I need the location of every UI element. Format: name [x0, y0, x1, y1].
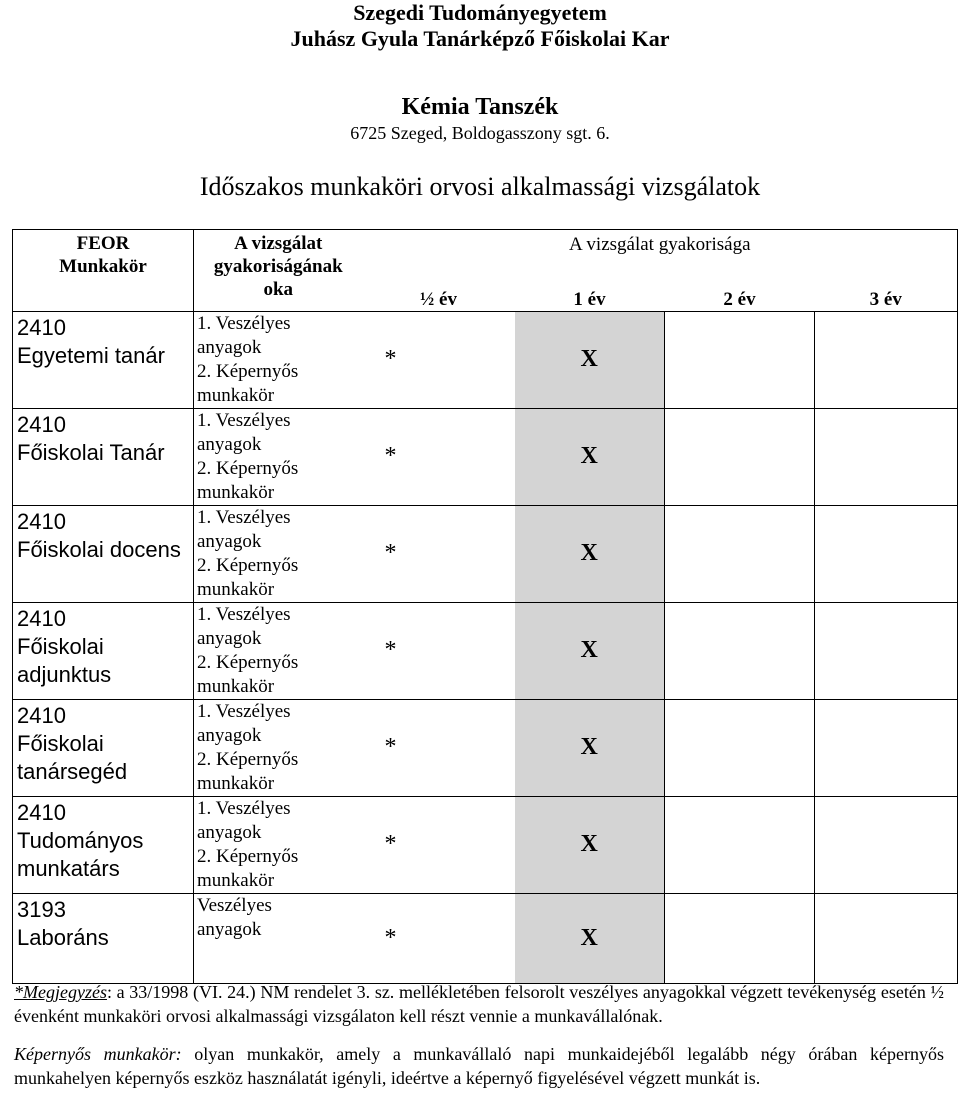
note-kepernyos-label: Képernyős munkakör: — [14, 1044, 182, 1064]
three-year-cell — [815, 602, 958, 699]
reason-line: 1. Veszélyes — [197, 506, 291, 528]
reason-line: 2. Képernyős — [197, 748, 299, 770]
notes — [14, 980, 944, 1104]
table-row — [13, 893, 958, 983]
asterisk-mark: * — [384, 346, 397, 372]
three-year-cell — [815, 699, 958, 796]
x-mark: X — [580, 443, 598, 469]
exam-frequency-table — [12, 229, 958, 984]
one-year-cell — [515, 602, 665, 699]
half-year-cell — [363, 699, 515, 796]
two-year-cell — [665, 893, 815, 983]
one-year-cell — [515, 699, 665, 796]
table-row — [13, 408, 958, 505]
job-title-line: munkatárs — [17, 855, 120, 881]
reason-cell — [194, 505, 363, 602]
header-reason-line3: oka — [263, 279, 294, 300]
job-cell — [13, 699, 194, 796]
feor-code: 2410 — [17, 411, 66, 437]
two-year-cell — [665, 505, 815, 602]
reason-line: 1. Veszélyes — [197, 312, 291, 334]
two-year-cell — [665, 699, 815, 796]
table-row — [13, 796, 958, 893]
three-year-cell — [815, 408, 958, 505]
reason-line: munkakör — [197, 481, 275, 503]
feor-code: 3193 — [17, 896, 66, 922]
job-title-line: Laboráns — [17, 924, 109, 950]
header-munkakor: Munkakör — [59, 256, 147, 277]
half-year-cell — [363, 505, 515, 602]
reason-line: anyagok — [197, 336, 262, 358]
reason-cell — [194, 699, 363, 796]
feor-code: 2410 — [17, 605, 66, 631]
x-mark: X — [580, 734, 598, 760]
asterisk-mark: * — [384, 734, 397, 760]
header-period-2: 2 év — [665, 288, 815, 312]
header-period-1: 1 év — [515, 288, 665, 312]
reason-line: munkakör — [197, 869, 275, 891]
reason-line: 1. Veszélyes — [197, 603, 291, 625]
reason-line: 1. Veszélyes — [197, 700, 291, 722]
header-frequency: A vizsgálat gyakorisága — [363, 230, 958, 288]
feor-code: 2410 — [17, 799, 66, 825]
reason-line: munkakör — [197, 675, 275, 697]
reason-line: 1. Veszélyes — [197, 409, 291, 431]
job-cell — [13, 311, 194, 408]
job-title-line: Főiskolai — [17, 633, 104, 659]
note-megjegyzes-text: : a 33/1998 (VI. 24.) NM rendelet 3. sz. mellékletében felsorolt veszélyes anyagokkal végzett tevékenység esetén ½ évenként munkaköri orvosi alkalmassági vizsgálaton kell részt vennie a munkavállalónak. — [14, 982, 944, 1026]
reason-cell — [194, 602, 363, 699]
asterisk-mark: * — [384, 637, 397, 663]
three-year-cell — [815, 505, 958, 602]
note-kepernyos — [14, 1042, 944, 1090]
two-year-cell — [665, 311, 815, 408]
department-block — [0, 92, 960, 144]
reason-line: munkakör — [197, 384, 275, 406]
one-year-cell — [515, 408, 665, 505]
half-year-cell — [363, 408, 515, 505]
reason-line: anyagok — [197, 627, 262, 649]
reason-line: Veszélyes — [197, 894, 272, 916]
note-megjegyzes-label: *Megjegyzés — [14, 982, 107, 1002]
job-cell — [13, 796, 194, 893]
asterisk-mark: * — [384, 831, 397, 857]
reason-cell — [194, 408, 363, 505]
reason-line: anyagok — [197, 724, 262, 746]
one-year-cell — [515, 893, 665, 983]
x-mark: X — [580, 924, 598, 951]
header-period-3: 3 év — [815, 288, 958, 312]
feor-code: 2410 — [17, 702, 66, 728]
asterisk-mark: * — [384, 443, 397, 469]
reason-line: anyagok — [197, 530, 262, 552]
reason-line: 2. Képernyős — [197, 360, 299, 382]
table-row — [13, 505, 958, 602]
university-header — [0, 0, 960, 52]
x-mark: X — [580, 540, 598, 566]
job-title-line: Egyetemi tanár — [17, 342, 165, 368]
header-reason-line1: A vizsgálat — [234, 233, 323, 254]
reason-cell — [194, 796, 363, 893]
one-year-cell — [515, 796, 665, 893]
job-title-line: tanársegéd — [17, 758, 128, 784]
two-year-cell — [665, 602, 815, 699]
x-mark: X — [580, 831, 598, 857]
asterisk-mark: * — [384, 924, 397, 951]
header-reason — [194, 230, 363, 312]
reason-cell — [194, 311, 363, 408]
job-cell — [13, 893, 194, 983]
table-body — [13, 311, 958, 983]
half-year-cell — [363, 893, 515, 983]
x-mark: X — [580, 346, 598, 372]
job-cell — [13, 602, 194, 699]
reason-line: anyagok — [197, 918, 262, 940]
reason-line: 1. Veszélyes — [197, 797, 291, 819]
header-feor-munkakor — [13, 230, 194, 312]
job-title-line: Főiskolai — [17, 730, 104, 756]
reason-line: 2. Képernyős — [197, 845, 299, 867]
university-name: Szegedi Tudományegyetem — [353, 0, 607, 25]
feor-code: 2410 — [17, 508, 66, 534]
reason-line: anyagok — [197, 433, 262, 455]
faculty-name: Juhász Gyula Tanárképző Főiskolai Kar — [290, 26, 670, 51]
feor-code: 2410 — [17, 314, 66, 340]
table-row — [13, 699, 958, 796]
job-title-line: Főiskolai docens — [17, 536, 181, 562]
job-cell — [13, 408, 194, 505]
half-year-cell — [363, 602, 515, 699]
note-megjegyzes — [14, 980, 944, 1028]
job-title-line: adjunktus — [17, 661, 112, 687]
job-cell — [13, 505, 194, 602]
header-feor: FEOR — [76, 233, 130, 254]
three-year-cell — [815, 893, 958, 983]
two-year-cell — [665, 408, 815, 505]
reason-cell — [194, 893, 363, 983]
asterisk-mark: * — [384, 540, 397, 566]
department-address: 6725 Szeged, Boldogasszony sgt. 6. — [350, 123, 610, 143]
one-year-cell — [515, 505, 665, 602]
table-row — [13, 602, 958, 699]
three-year-cell — [815, 796, 958, 893]
three-year-cell — [815, 311, 958, 408]
reason-line: anyagok — [197, 821, 262, 843]
job-title-line: Főiskolai Tanár — [17, 439, 165, 465]
two-year-cell — [665, 796, 815, 893]
reason-line: 2. Képernyős — [197, 554, 299, 576]
x-mark: X — [580, 637, 598, 663]
header-period-half: ½ év — [363, 288, 515, 312]
document-title: Időszakos munkaköri orvosi alkalmassági vizsgálatok — [199, 172, 761, 201]
note-kepernyos-text: olyan munkakör, amely a munkavállaló napi munkaidejéből legalább négy órában képernyős munkahelyen képernyős eszköz használatát igényli, ideértve a képernyő figyelésével végzett munkát is. — [14, 1044, 944, 1088]
reason-line: munkakör — [197, 578, 275, 600]
table-row — [13, 311, 958, 408]
reason-line: munkakör — [197, 772, 275, 794]
header-reason-line2: gyakoriságának — [213, 256, 343, 277]
reason-line: 2. Képernyős — [197, 457, 299, 479]
reason-line: 2. Képernyős — [197, 651, 299, 673]
half-year-cell — [363, 311, 515, 408]
half-year-cell — [363, 796, 515, 893]
department-name: Kémia Tanszék — [401, 94, 559, 120]
job-title-line: Tudományos — [17, 827, 144, 853]
one-year-cell — [515, 311, 665, 408]
